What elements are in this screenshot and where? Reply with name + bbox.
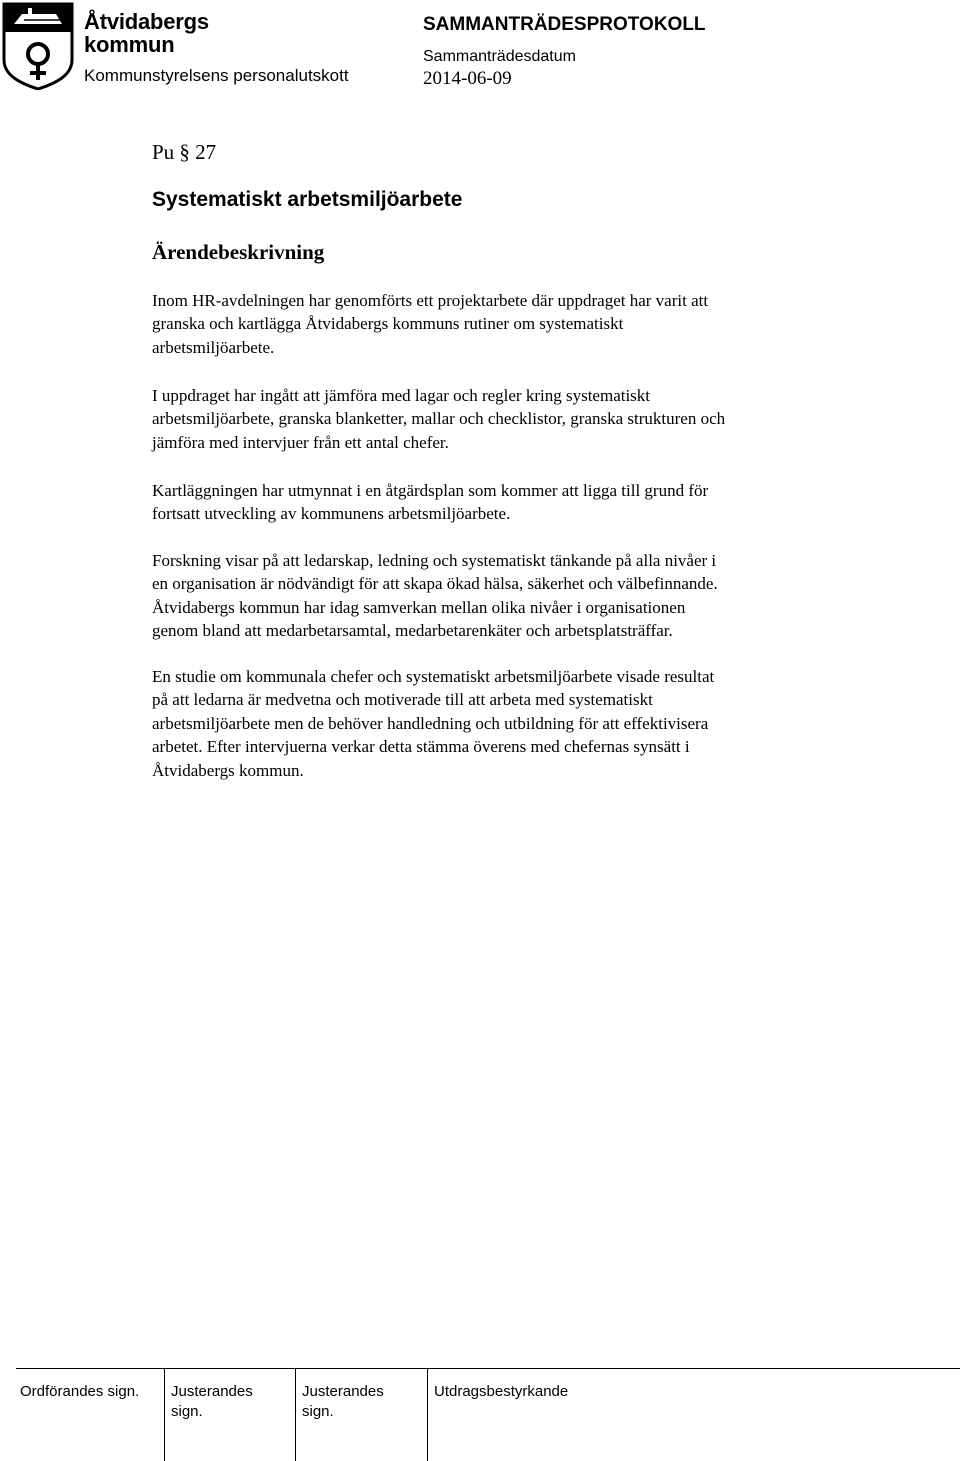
paragraph	[152, 665, 872, 782]
page-title: Systematiskt arbetsmiljöarbete	[152, 188, 463, 211]
paragraph-line: arbetsmiljöarbete, granska blanketter, mallar och checklistor, granska strukturen och	[152, 409, 726, 429]
protocol-title: SAMMANTRÄDESPROTOKOLL	[423, 14, 706, 35]
paragraph-line: Åtvidabergs kommun har idag samverkan mellan olika nivåer i organisationen	[152, 597, 686, 617]
paragraph-line: Åtvidabergs kommun.	[152, 760, 304, 780]
paragraph-line: arbetet. Efter intervjuerna verkar detta stämma överens med chefernas synsätt i	[152, 737, 690, 757]
municipality-name	[84, 10, 209, 56]
meeting-date-value: 2014-06-09	[423, 68, 512, 89]
paragraph-line: arbetsmiljöarbete men de behöver handledning och utbildning för att effektivisera	[152, 713, 709, 733]
paragraph-line: fortsatt utveckling av kommunens arbetsmiljöarbete.	[152, 504, 511, 524]
paragraph-line: jämföra med intervjuer från ett antal chefer.	[152, 432, 449, 452]
adjuster-signature-label-line1: Justerandes	[171, 1383, 253, 1400]
adjuster-signature-label-line1: Justerandes	[302, 1383, 384, 1400]
paragraph	[152, 384, 872, 454]
adjuster-signature-box	[165, 1368, 296, 1461]
paragraph-line: Inom HR-avdelningen har genomförts ett projektarbete där uppdraget har varit att	[152, 291, 709, 310]
municipality-name-line1: Åtvidabergs	[84, 9, 209, 34]
paragraph-line: I uppdraget har ingått att jämföra med lagar och regler kring systematiskt	[152, 386, 651, 405]
paragraph	[152, 549, 872, 643]
committee-name: Kommunstyrelsens personalutskott	[84, 66, 349, 85]
paragraph	[152, 479, 872, 526]
adjuster-signature-box	[296, 1368, 428, 1461]
signature-footer	[0, 1368, 960, 1461]
meeting-date-label: Sammanträdesdatum	[423, 48, 576, 65]
chair-signature-label: Ordförandes sign.	[20, 1383, 140, 1400]
paragraph-line: en organisation är nödvändigt för att skapa ökad hälsa, säkerhet och välbefinnande.	[152, 574, 718, 594]
chair-signature-box	[16, 1368, 165, 1461]
paragraph-line: granska och kartlägga Åtvidabergs kommuns rutiner om systematiskt	[152, 314, 624, 334]
paragraph-line: arbetsmiljöarbete.	[152, 337, 275, 357]
paragraph-line: Kartläggningen har utmynnat i en åtgärdsplan som kommer att ligga till grund för	[152, 481, 709, 500]
extract-certification-box	[428, 1368, 960, 1461]
paragraph	[152, 289, 872, 359]
paragraph-line: En studie om kommunala chefer och systematiskt arbetsmiljöarbete visade resultat	[152, 667, 715, 686]
paragraph-line: på att ledarna är medvetna och motiverade till att arbeta med systematiskt	[152, 690, 653, 710]
section-number: Pu § 27	[152, 140, 217, 164]
case-description-heading: Ärendebeskrivning	[152, 240, 325, 264]
adjuster-signature-label-line2: sign.	[171, 1403, 203, 1420]
adjuster-signature-label-line2: sign.	[302, 1403, 334, 1420]
municipality-name-line2: kommun	[84, 32, 175, 57]
paragraph-line: Forskning visar på att ledarskap, ledning och systematiskt tänkande på alla nivåer i	[152, 551, 717, 570]
extract-certification-label: Utdragsbestyrkande	[434, 1383, 569, 1400]
paragraph-line: genom bland att medarbetarsamtal, medarbetarenkäter och arbetsplatsträffar.	[152, 621, 673, 641]
municipal-coat-of-arms-icon	[2, 2, 74, 90]
